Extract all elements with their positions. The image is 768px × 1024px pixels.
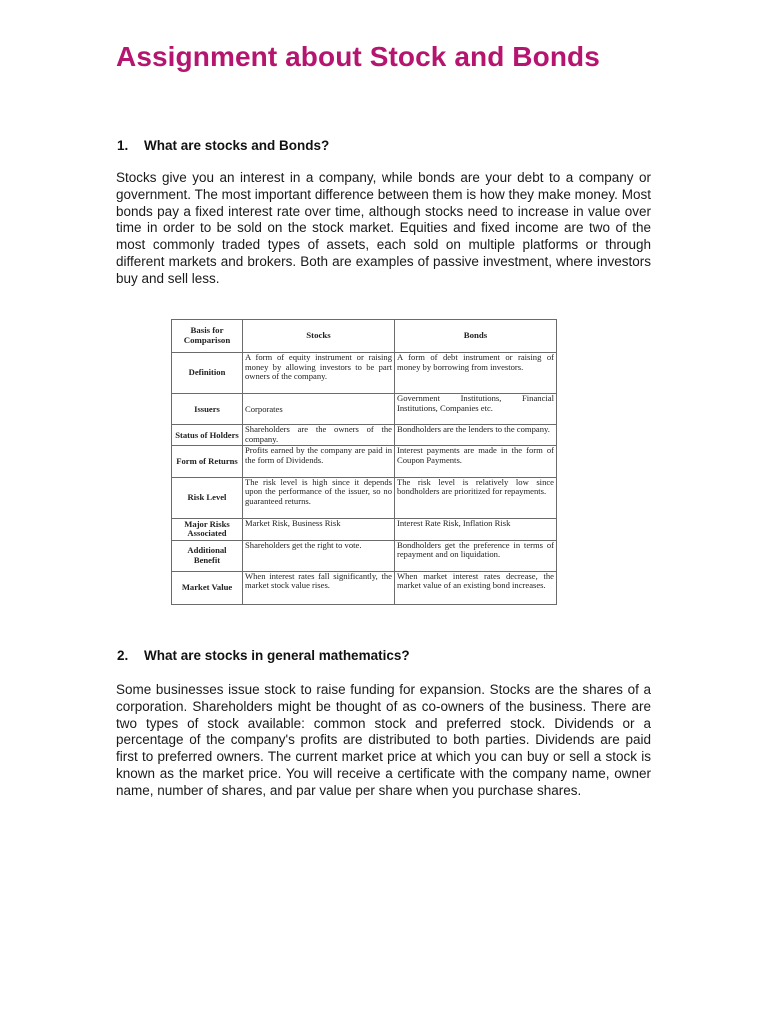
row-bonds: Bondholders are the lenders to the company. [395, 425, 557, 446]
row-bonds: Interest payments are made in the form of Coupon Payments. [395, 446, 557, 477]
row-basis: Additional Benefit [172, 540, 243, 571]
row-basis: Issuers [172, 394, 243, 425]
row-basis: Major Risks Associated [172, 518, 243, 540]
table-row [172, 477, 557, 518]
section-2-heading-text: What are stocks in general mathematics? [144, 648, 410, 663]
section-1-number: 1. [117, 138, 129, 153]
table-row [172, 425, 557, 446]
row-basis: Risk Level [172, 477, 243, 518]
row-stocks: Shareholders get the right to vote. [243, 540, 395, 571]
table-header-row [172, 320, 557, 353]
row-bonds: Interest Rate Risk, Inflation Risk [395, 518, 557, 540]
row-basis: Market Value [172, 571, 243, 604]
table-row [172, 540, 557, 571]
header-bonds: Bonds [395, 320, 557, 353]
row-basis: Status of Holders [172, 425, 243, 446]
document-title: Assignment about Stock and Bonds [116, 41, 600, 72]
row-stocks: When interest rates fall significantly, the market stock value rises. [243, 571, 395, 604]
row-bonds: The risk level is relatively low since bondholders are prioritized for repayments. [395, 477, 557, 518]
section-1-heading-text: What are stocks and Bonds? [144, 138, 330, 153]
row-stocks: Corporates [243, 394, 395, 425]
table-row [172, 394, 557, 425]
table-row [172, 518, 557, 540]
row-basis: Definition [172, 353, 243, 394]
section-1-heading [117, 138, 329, 153]
row-bonds: When market interest rates decrease, the market value of an existing bond increases. [395, 571, 557, 604]
section-1-paragraph: Stocks give you an interest in a company, while bonds are your debt to a company or government. The most important difference between them is how they make money. Most bonds pay a fixed interest rate over time, although stocks need to increase in value over time in order to be sold on the stock market. Equities and fixed income are two of the most commonly traded types of assets, each sold on multiple platforms or through different markets and brokers. Both are examples of passive investment, where investors buy and sell less. [116, 170, 651, 286]
header-stocks: Stocks [243, 320, 395, 353]
section-2-number: 2. [117, 648, 129, 663]
comparison-table [171, 319, 557, 605]
header-basis: Basis for Comparison [172, 320, 243, 353]
row-bonds: Government Institutions, Financial Institutions, Companies etc. [395, 394, 557, 425]
row-stocks: A form of equity instrument or raising money by allowing investors to be part owners of the company. [243, 353, 395, 394]
row-stocks: Shareholders are the owners of the company. [243, 425, 395, 446]
table-row [172, 353, 557, 394]
row-stocks: The risk level is high since it depends upon the performance of the issuer, so no guaranteed returns. [243, 477, 395, 518]
row-bonds: A form of debt instrument or raising of money by borrowing from investors. [395, 353, 557, 394]
section-2-paragraph: Some businesses issue stock to raise funding for expansion. Stocks are the shares of a corporation. Shareholders might be thought of as co-owners of the business. There are two types of stock available: common stock and preferred stock. Dividends or a percentage of the company's profits are distributed to both parties. Dividends are paid first to preferred owners. The current market price at which you can buy or sell a stock is known as the market price. You will receive a certificate with the company name, owner name, number of shares, and par value per share when you purchase shares. [116, 682, 651, 798]
row-basis: Form of Returns [172, 446, 243, 477]
section-2-heading [117, 648, 410, 663]
table-row [172, 571, 557, 604]
row-stocks: Market Risk, Business Risk [243, 518, 395, 540]
row-stocks: Profits earned by the company are paid in the form of Dividends. [243, 446, 395, 477]
row-bonds: Bondholders get the preference in terms of repayment and on liquidation. [395, 540, 557, 571]
table-row [172, 446, 557, 477]
comparison-table-image [171, 319, 556, 605]
